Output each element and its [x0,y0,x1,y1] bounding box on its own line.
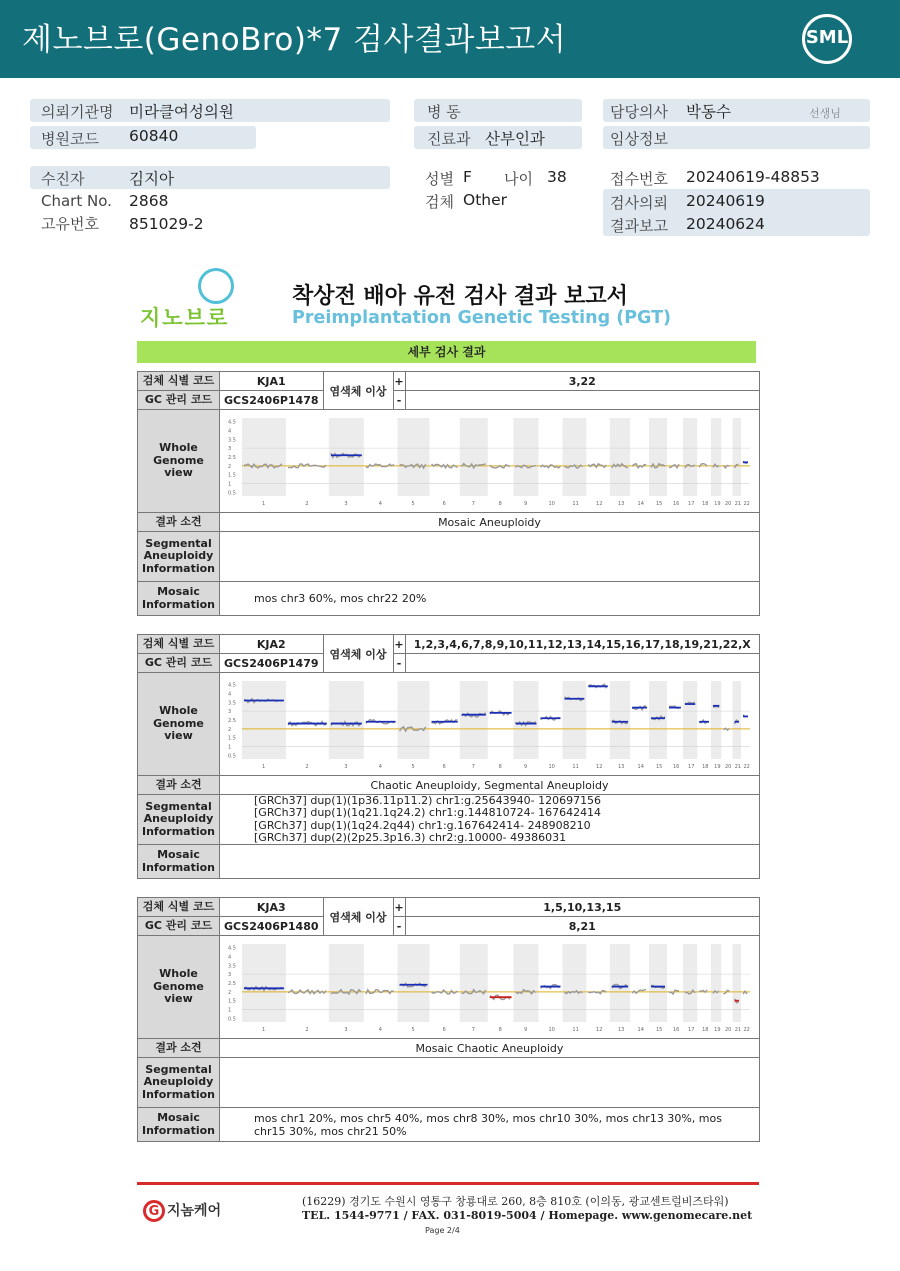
chromosome-band [460,418,488,496]
y-tick-label: 3.5 [228,700,236,707]
wg-label: Whole Genome view [138,936,220,1039]
report-title: 착상전 배아 유전 검사 결과 보고서 [292,284,628,309]
x-tick-label: 17 [688,764,695,770]
y-tick-label: 0.5 [228,1016,236,1023]
chart-label: Chart No. [41,192,112,210]
copy-number-points [541,465,561,468]
sample-id: KJA1 [220,372,324,391]
mosaic-info: mos chr1 20%, mos chr5 40%, mos chr8 30%, mos chr10 30%, mos chr13 30%, mos chr15 30%, mos chr21 50% [220,1108,760,1142]
uid-label: 고유번호 [41,215,99,233]
y-tick-label: 1.5 [228,472,236,479]
chromosome-band [562,681,586,759]
mosaic-label: Mosaic Information [138,582,220,616]
x-tick-label: 19 [714,1027,721,1033]
x-tick-label: 14 [637,1027,644,1033]
gc-label: GC 관리 코드 [138,391,220,410]
y-tick-label: 1.5 [228,998,236,1005]
plus-chromosomes: 1,2,3,4,6,7,8,9,10,11,12,13,14,15,16,17,18,19,21,22,X [405,635,759,654]
segmental-label: Segmental Aneuploidy Information [138,1058,220,1108]
age-value: 38 [547,168,567,186]
mosaic-info [220,845,760,879]
y-tick-label: 3.5 [228,963,236,970]
chart-value: 2868 [129,192,169,210]
segmental-label: Segmental Aneuploidy Information [138,795,220,845]
result-label: 결과 소견 [138,776,220,795]
x-tick-label: 15 [656,1027,663,1033]
whole-genome-plot [220,410,760,513]
genobro-logo: 지노브로 [140,268,250,328]
gc-code: GCS2406P1480 [220,917,324,936]
y-tick-label: 2 [228,726,232,733]
x-tick-label: 14 [637,764,644,770]
minus-chromosomes: 8,21 [405,917,759,936]
plus-chromosomes: 3,22 [405,372,759,391]
gc-label: GC 관리 코드 [138,917,220,936]
x-tick-label: 18 [702,1027,709,1033]
x-tick-label: 22 [743,1027,750,1033]
document-title: 제노브로(GenoBro)*7 검사결과보고서 [22,22,567,58]
x-tick-label: 8 [498,764,502,770]
x-tick-label: 1 [261,501,266,507]
abn-label: 염색체 이상 [323,372,393,410]
y-tick-label: 3 [228,709,232,716]
whole-genome-plot [220,673,760,776]
dept-label: 진료과 [427,130,471,148]
x-tick-label: 15 [656,764,663,770]
x-tick-label: 12 [596,501,603,507]
specimen-value: Other [463,191,508,209]
x-tick-label: 21 [734,501,742,507]
y-tick-label: 4 [228,954,232,961]
doctor-label: 담당의사 [610,103,668,121]
x-tick-label: 8 [498,501,502,507]
mosaic-label: Mosaic Information [138,1108,220,1142]
page-number: Page 2/4 [425,1226,460,1235]
mosaic-label: Mosaic Information [138,845,220,879]
footer-divider [137,1182,759,1185]
chromosome-band [460,944,488,1022]
ward-label: 병 동 [427,103,461,121]
chromosome-band [649,418,667,496]
x-tick-label: 21 [734,764,742,770]
x-tick-label: 2 [305,1027,309,1033]
chromosome-band [683,944,697,1022]
chromosome-band [398,944,430,1022]
receipt-value: 20240619-48853 [686,168,820,186]
dna-icon [198,268,234,304]
gc-code: GCS2406P1478 [220,391,324,410]
req-org-value: 미라클여성의원 [129,103,234,121]
header-bar [0,0,900,78]
x-tick-label: 12 [596,1027,603,1033]
sample-table [137,897,760,1142]
segmental-line: [GRCh37] dup(1)(1p36.11p11.2) chr1:g.25643940- 120697156 [254,794,602,807]
chromosome-band [329,944,364,1022]
x-tick-label: 20 [724,501,732,507]
hosp-code-value: 60840 [129,127,179,145]
patient-label: 수진자 [41,170,85,188]
chromosome-band [398,681,430,759]
doctor-suffix: 선생님 [809,107,841,120]
y-tick-label: 4.5 [228,419,236,426]
x-tick-label: 3 [344,501,348,507]
copy-number-points [723,728,729,730]
segmental-line: [GRCh37] dup(2)(2p25.3p16.3) chr2:g.10000- 49386031 [254,830,567,844]
y-tick-label: 4 [228,691,232,698]
x-tick-label: 17 [688,1027,695,1033]
chromosome-band [649,681,667,759]
chromosome-band [242,944,286,1022]
wg-label: Whole Genome view [138,673,220,776]
uid-value: 851029-2 [129,215,204,233]
x-tick-label: 4 [378,1027,382,1033]
result-label: 결과 소견 [138,513,220,532]
footer-address: (16229) 경기도 수원시 영통구 창룡대로 260, 8층 810호 (이의동, 광교센트럴비즈타워) TEL. 1544-9771 / FAX. 031-8019-5004 / Homepage. www.genomecare.net [302,1195,753,1223]
sample-id: KJA3 [220,898,324,917]
x-tick-label: 18 [702,501,709,507]
mosaic-info: mos chr3 60%, mos chr22 20% [220,582,760,616]
req-org-label: 의뢰기관명 [41,103,114,121]
id-label: 검체 식별 코드 [138,898,220,917]
x-tick-label: 2 [305,764,309,770]
copy-number-points [723,465,729,468]
x-tick-label: 3 [344,1027,348,1033]
chromosome-band [514,418,539,496]
hosp-code-label: 병원코드 [41,130,99,148]
x-tick-label: 6 [442,501,446,507]
report-subtitle: Preimplantation Genetic Testing (PGT) [292,308,672,328]
abn-label: 염색체 이상 [323,898,393,936]
receipt-label: 접수번호 [610,170,668,188]
clinical-label: 임상정보 [610,130,668,148]
dept-value: 산부인과 [485,130,545,148]
x-tick-label: 10 [548,1027,555,1033]
chromosome-band [733,944,741,1022]
chromosome-band [711,944,721,1022]
x-tick-label: 7 [471,1027,475,1033]
chromosome-band [610,944,630,1022]
chromosome-band [562,418,586,496]
x-tick-label: 5 [411,1027,415,1033]
plus-chromosomes: 1,5,10,13,15 [405,898,759,917]
sample-table [137,634,760,879]
y-tick-label: 1 [228,481,232,488]
report-date-value: 20240624 [686,215,765,233]
y-tick-label: 2 [228,989,232,996]
x-tick-label: 11 [572,764,579,770]
sex-value: F [463,168,472,186]
y-tick-label: 3 [228,972,232,979]
y-tick-label: 2.5 [228,718,236,724]
x-tick-label: 6 [442,764,446,770]
abn-label: 염색체 이상 [323,635,393,673]
y-tick-label: 1.5 [228,735,236,742]
sample-table [137,371,760,616]
x-tick-label: 5 [411,764,415,770]
chromosome-band [460,681,488,759]
segmental-line: [GRCh37] dup(1)(1q21.1q24.2) chr1:g.144810724- 167642414 [254,806,602,820]
whole-genome-plot [220,936,760,1039]
segmental-line: [GRCh37] dup(1)(1q24.2q44) chr1:g.167642414- 248908210 [254,818,591,832]
segmental-label: Segmental Aneuploidy Information [138,532,220,582]
x-tick-label: 11 [572,501,579,507]
sample-id: KJA2 [220,635,324,654]
chromosome-band [649,944,667,1022]
chromosome-band [683,681,697,759]
x-tick-label: 9 [524,764,528,770]
x-tick-label: 4 [378,764,382,770]
x-tick-label: 22 [743,501,750,507]
result-text: Chaotic Aneuploidy, Segmental Aneuploidy [220,776,760,795]
y-tick-label: 3.5 [228,437,236,444]
chromosome-band [711,681,721,759]
x-tick-label: 1 [261,764,266,770]
x-tick-label: 20 [724,1027,732,1033]
req-date-label: 검사의뢰 [610,194,668,212]
genome-chart [224,410,755,509]
plus-sign: + [393,898,405,917]
x-tick-label: 12 [596,764,603,770]
x-tick-label: 14 [637,501,644,507]
result-text: Mosaic Chaotic Aneuploidy [220,1039,760,1058]
y-tick-label: 1 [228,1007,232,1014]
chromosome-band [329,681,364,759]
chromosome-band [398,418,430,496]
x-tick-label: 2 [305,501,309,507]
section-header: 세부 검사 결과 [137,341,756,363]
y-tick-label: 0.5 [228,490,236,497]
x-tick-label: 16 [672,501,680,507]
x-tick-label: 9 [524,1027,528,1033]
x-tick-label: 19 [714,501,721,507]
x-tick-label: 19 [714,764,721,770]
minus-sign: - [393,654,405,673]
result-label: 결과 소견 [138,1039,220,1058]
x-tick-label: 18 [702,764,709,770]
copy-number-points [713,707,719,708]
wg-label: Whole Genome view [138,410,220,513]
x-tick-label: 7 [471,764,475,770]
x-tick-label: 13 [617,501,625,507]
minus-chromosomes [405,654,759,673]
x-tick-label: 11 [572,1027,579,1033]
minus-sign: - [393,917,405,936]
y-tick-label: 4 [228,428,232,435]
chromosome-band [514,681,539,759]
x-tick-label: 3 [344,764,348,770]
sex-label: 성별 [425,170,454,188]
x-tick-label: 5 [411,501,415,507]
x-tick-label: 1 [261,1027,266,1033]
gc-label: GC 관리 코드 [138,654,220,673]
y-tick-label: 0.5 [228,753,236,760]
report-date-label: 결과보고 [610,217,668,235]
x-tick-label: 8 [498,1027,502,1033]
genome-chart [224,673,755,772]
x-tick-label: 10 [548,501,555,507]
segmental-info [220,1058,760,1108]
y-tick-label: 4.5 [228,945,236,952]
minus-chromosomes [405,391,759,410]
chromosome-band [514,944,539,1022]
x-tick-label: 22 [743,764,750,770]
y-tick-label: 3 [228,446,232,453]
genome-chart [224,936,755,1035]
sml-logo: SML [802,14,852,64]
segmental-info [220,795,760,845]
y-tick-label: 2.5 [228,981,236,987]
chromosome-band [242,681,286,759]
y-tick-label: 2 [228,463,232,470]
chromosome-band [562,944,586,1022]
gc-code: GCS2406P1479 [220,654,324,673]
segmental-info [220,532,760,582]
x-tick-label: 13 [617,764,625,770]
doctor-value: 박동수 [686,103,731,121]
x-tick-label: 10 [548,764,555,770]
x-tick-label: 16 [672,1027,680,1033]
plus-sign: + [393,635,405,654]
id-label: 검체 식별 코드 [138,635,220,654]
minus-sign: - [393,391,405,410]
x-tick-label: 20 [724,764,732,770]
req-date-value: 20240619 [686,192,765,210]
x-tick-label: 9 [524,501,528,507]
specimen-label: 검체 [425,193,454,211]
chromosome-band [610,418,630,496]
x-tick-label: 13 [617,1027,625,1033]
genomecare-logo: G 지놈케어 [143,1200,221,1222]
x-tick-label: 7 [471,501,475,507]
id-label: 검체 식별 코드 [138,372,220,391]
x-tick-label: 21 [734,1027,742,1033]
plus-sign: + [393,372,405,391]
x-tick-label: 6 [442,1027,446,1033]
x-tick-label: 15 [656,501,663,507]
x-tick-label: 16 [672,764,680,770]
age-label: 나이 [504,170,533,188]
y-tick-label: 1 [228,744,232,751]
chromosome-band [242,418,286,496]
chromosome-band [733,418,741,496]
chromosome-band [711,418,721,496]
x-tick-label: 4 [378,501,382,507]
x-tick-label: 17 [688,501,695,507]
y-tick-label: 2.5 [228,455,236,461]
y-tick-label: 4.5 [228,682,236,689]
result-text: Mosaic Aneuploidy [220,513,760,532]
chromosome-band [683,418,697,496]
patient-value: 김지아 [129,170,174,188]
